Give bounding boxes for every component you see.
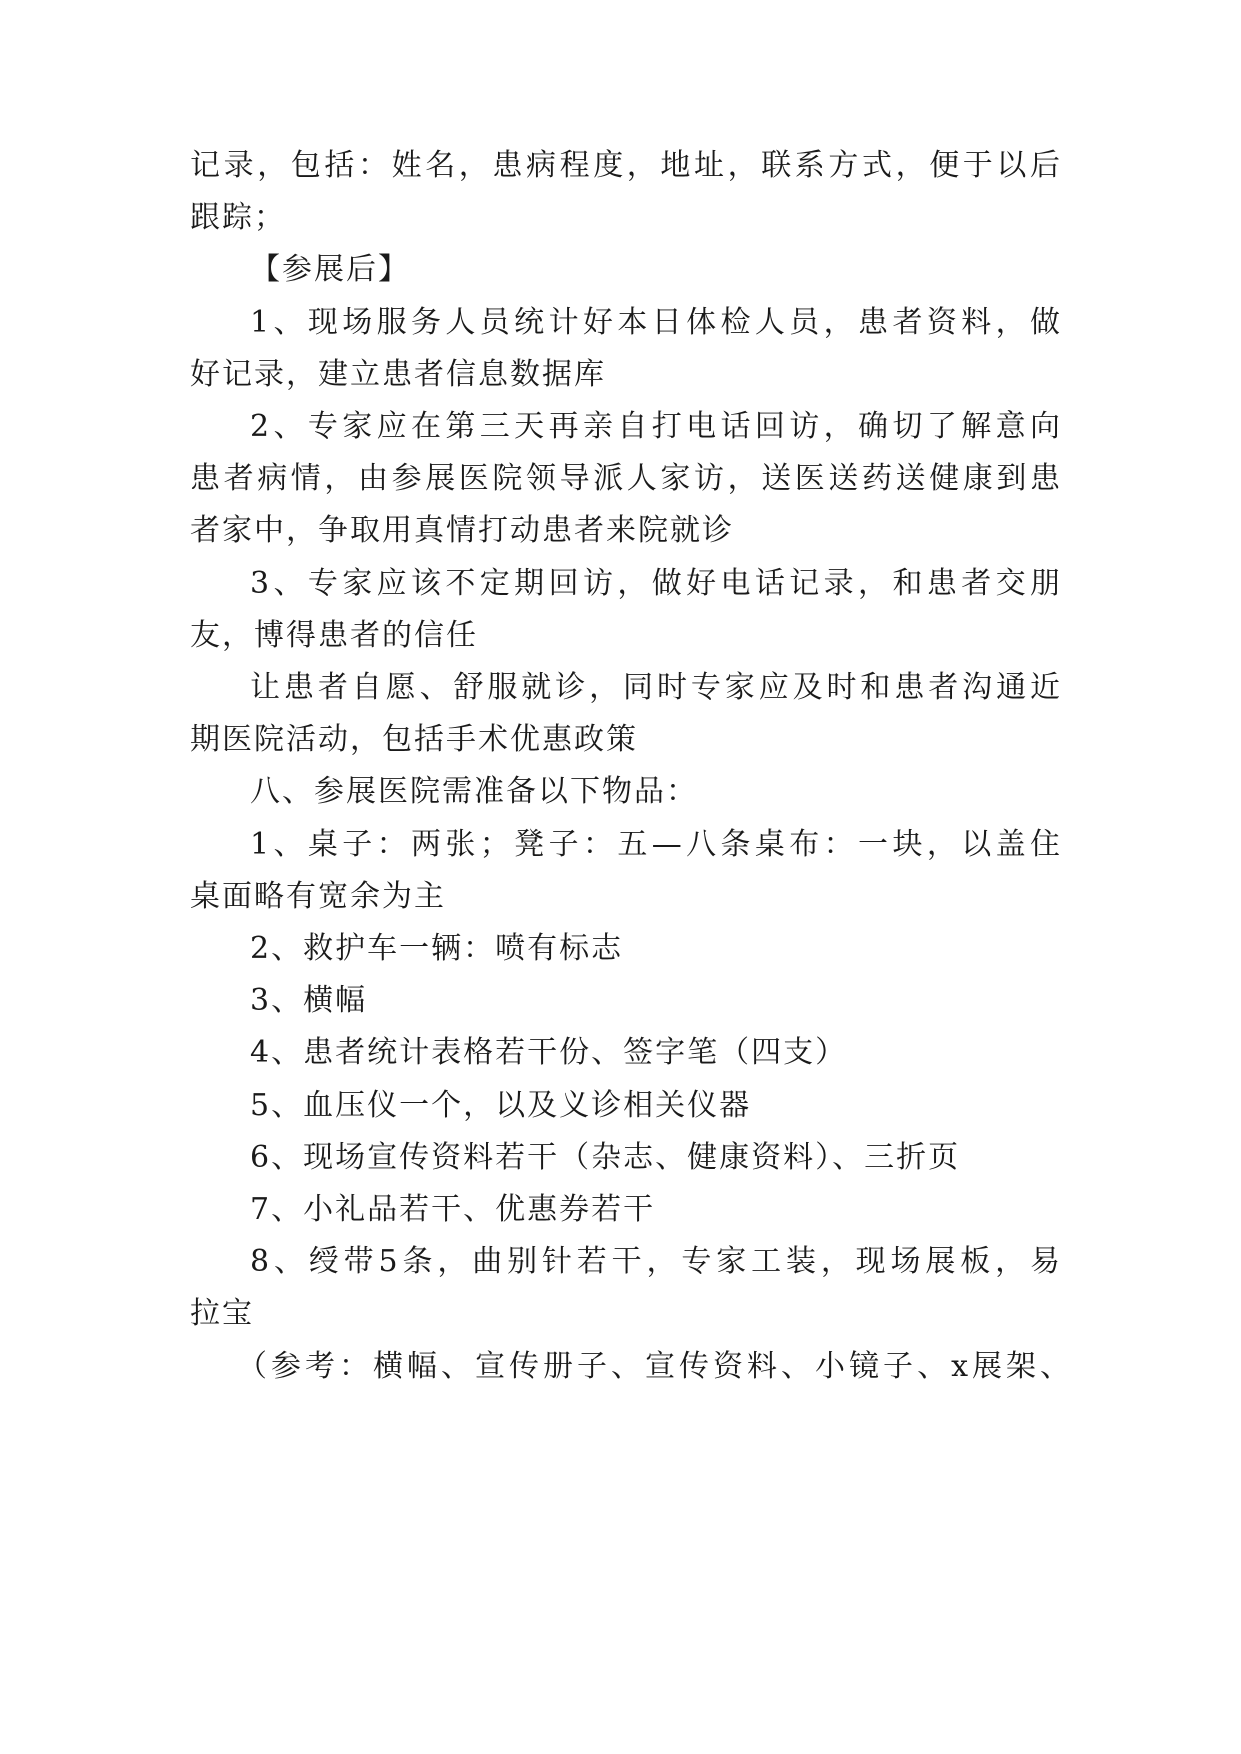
paragraph-line: 让患者自愿、舒服就诊，同时专家应及时和患者沟通近: [250, 670, 1060, 705]
paragraph-line: （参考：横幅、宣传册子、宣传资料、小镜子、x展架、: [237, 1349, 1070, 1384]
list-item: 5、血压仪一个，以及义诊相关仪器: [250, 1088, 752, 1123]
paragraph-line: 1、现场服务人员统计好本日体检人员，患者资料，做: [250, 305, 1060, 340]
list-item: 6、现场宣传资料若干（杂志、健康资料）、三折页: [250, 1140, 961, 1175]
list-item: 2、救护车一辆：喷有标志: [250, 931, 624, 966]
paragraph-line: 跟踪；: [190, 200, 286, 235]
paragraph-line: 友，博得患者的信任: [190, 618, 478, 653]
paragraph-line: 期医院活动，包括手术优惠政策: [190, 722, 638, 757]
section-heading: 八、参展医院需准备以下物品：: [250, 774, 698, 809]
section-heading: 【参展后】: [250, 252, 410, 287]
list-item: 3、横幅: [250, 983, 368, 1018]
paragraph-line: 好记录，建立患者信息数据库: [190, 357, 606, 392]
paragraph-line: 2、专家应在第三天再亲自打电话回访，确切了解意向: [250, 409, 1060, 444]
paragraph-line: 1、桌子：两张；凳子：五—八条桌布：一块，以盖住: [250, 827, 1060, 862]
paragraph-line: 3、专家应该不定期回访，做好电话记录，和患者交朋: [250, 566, 1060, 601]
paragraph-line: 者家中，争取用真情打动患者来院就诊: [190, 513, 734, 548]
paragraph-line: 拉宝: [190, 1296, 254, 1331]
list-item: 7、小礼品若干、优惠券若干: [250, 1192, 656, 1227]
paragraph-line: 患者病情，由参展医院领导派人家访，送医送药送健康到患: [190, 461, 1060, 496]
paragraph-line: 桌面略有宽余为主: [190, 879, 446, 914]
list-item: 4、患者统计表格若干份、签字笔（四支）: [250, 1035, 848, 1070]
paragraph-line: 记录，包括：姓名，患病程度，地址，联系方式，便于以后: [190, 148, 1060, 183]
list-item: 8、绶带5条，曲别针若干，专家工装，现场展板，易: [250, 1244, 1060, 1279]
